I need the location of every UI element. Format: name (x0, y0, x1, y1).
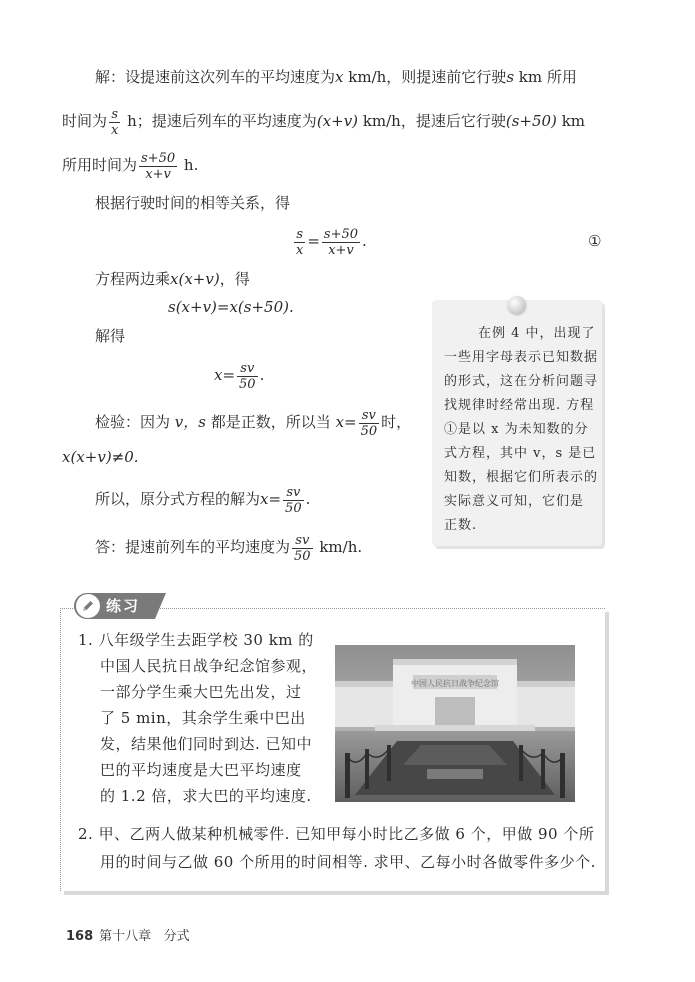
q1-line: 1. 八年级学生去距学校 30 km 的 (78, 631, 314, 649)
q1-line: 一部分学生乘大巴先出发，过 (100, 683, 302, 701)
note-lines-line: ①是以 x 为未知数的分 (444, 422, 589, 437)
q1-line: 中国人民抗日战争纪念馆参观， (100, 657, 318, 675)
fraction-s-over-x: $\frac{s}{x}$ (111, 106, 119, 138)
note-lines-line: 知数，根据它们所表示的 (444, 470, 599, 485)
note-lines-line: 一些用字母表示已知数据 (444, 350, 599, 365)
fraction-s50-over-xv: $\frac{s+50}{x+v}$ (141, 150, 176, 182)
solution-line-2: 时间为 $\frac{s}{x}$ h；提速后列车的平均速度为(x+v) km/h，提速后它行驶(s+50) km (62, 106, 586, 138)
q1-line: 巴的平均速度是大巴平均速度 (100, 761, 302, 779)
note-lines-line: 找规律时经常出现. 方程 (444, 398, 595, 413)
multiply-text: 方程两边乘x(x+v)，得 (95, 270, 250, 288)
solution-x: x= $\frac{sv}{50}$ . (214, 360, 265, 392)
so-line: 所以，原分式方程的解为x= $\frac{sv}{50}$ . (95, 484, 311, 516)
note-lines-line: 正数. (444, 518, 478, 533)
equation-1: $\frac{s}{x}$ = $\frac{s+50}{x+v}$ . (296, 226, 367, 258)
memorial-hall-photo (335, 645, 575, 802)
memorial-sign: 中国人民抗日战争纪念馆 (411, 679, 499, 688)
relation-text: 根据行驶时间的相等关系，得 (95, 194, 291, 212)
note-lines-line: 式方程，其中 v，s 是已 (444, 446, 597, 461)
solve-text: 解得 (95, 327, 126, 345)
q1-line: 了 5 min，其余学生乘中巴出 (100, 709, 306, 727)
chapter-label: 第十八章 (99, 929, 152, 944)
pushpin-icon (508, 296, 526, 314)
page-footer (66, 928, 190, 946)
q2-line: 用的时间与乙做 60 个所用的时间相等. 求甲、乙每小时各做零件多少个. (100, 853, 596, 871)
answer-line: 答：提速前列车的平均速度为 $\frac{sv}{50}$ km/h. (95, 532, 363, 564)
solution-line-1: 解：设提速前这次列车的平均速度为x km/h，则提速前它行驶s km 所用 (95, 68, 577, 86)
check-line-2: x(x+v)≠0. (62, 448, 139, 466)
note-lines-line: 的形式，这在分析问题寻 (444, 374, 599, 389)
page-number: 168 (66, 929, 94, 944)
practice-title: 练习 (106, 597, 141, 615)
equation-marker: ① (588, 232, 602, 250)
check-line: 检验：因为 v，s 都是正数，所以当 x= $\frac{sv}{50}$ 时， (95, 407, 412, 439)
solution-line-3: 所用时间为 $\frac{s+50}{x+v}$ h. (62, 150, 199, 182)
q1-line: 的 1.2 倍，求大巴的平均速度. (100, 787, 312, 805)
note-lines-line: 实际意义可知，它们是 (444, 494, 585, 509)
section-label: 分式 (163, 929, 190, 944)
pencil-icon (76, 594, 100, 618)
equation-2: s(x+v)=x(s+50). (168, 298, 294, 316)
q2-line: 2. 甲、乙两人做某种机械零件. 已知甲每小时比乙多做 6 个，甲做 90 个所 (78, 825, 595, 843)
note-lines-line: 在例 4 中，出现了 (478, 326, 596, 341)
q1-line: 发，结果他们同时到达. 已知中 (100, 735, 313, 753)
